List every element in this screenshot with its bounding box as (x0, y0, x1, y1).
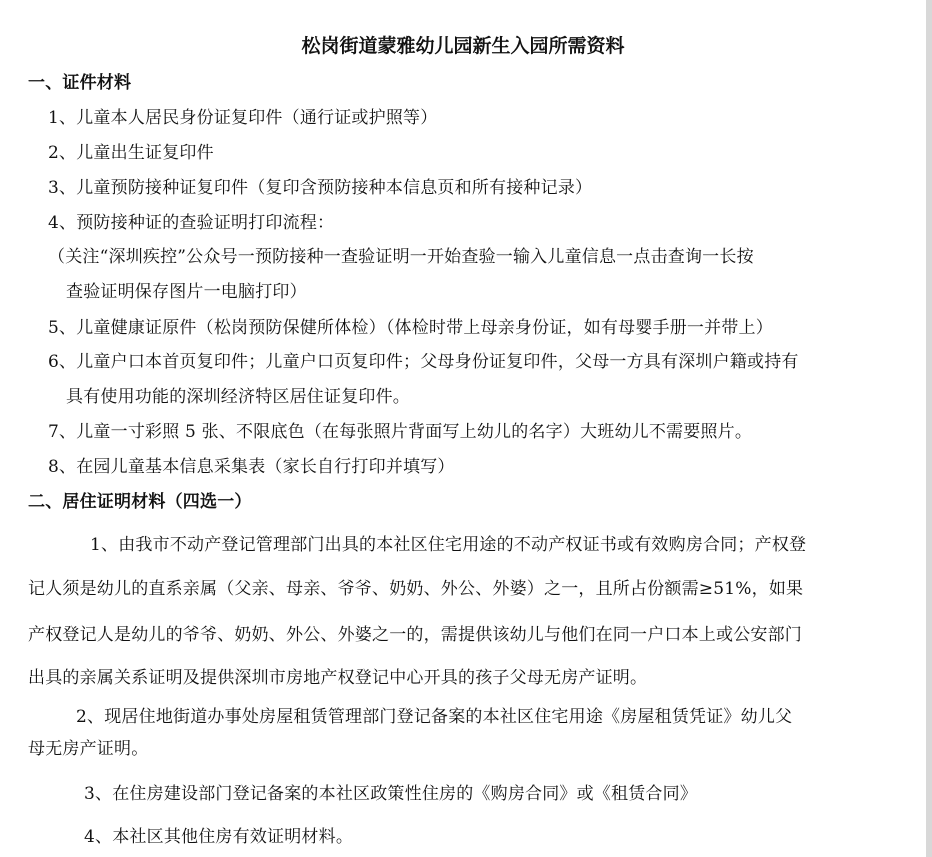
window-scroll-edge[interactable] (926, 0, 932, 857)
section-heading-certificates: 一、证件材料 (28, 73, 132, 93)
paragraph-line: 产权登记人是幼儿的爷爷、奶奶、外公、外婆之一的，需提供该幼儿与他们在同一户口本上或公安部门 (28, 625, 802, 645)
list-item-note-continued: 查验证明保存图片一电脑打印） (66, 282, 307, 302)
section-heading-residence: 二、居住证明材料（四选一） (28, 492, 252, 512)
list-item-note: （关注“深圳疾控”公众号一预防接种一查验证明一开始查验一输入儿童信息一点击查询一长按 (48, 247, 754, 267)
paragraph-line: 出具的亲属关系证明及提供深圳市房地产权登记中心开具的孩子父母无房产证明。 (28, 668, 648, 688)
paragraph-line: 母无房产证明。 (28, 739, 149, 759)
list-item: 5、儿童健康证原件（松岗预防保健所体检）（体检时带上母亲身份证，如有母婴手册一并带上） (48, 318, 773, 338)
list-item: 2、儿童出生证复印件 (48, 143, 214, 163)
list-item: 7、儿童一寸彩照 5 张、不限底色（在每张照片背面写上幼儿的名字）大班幼儿不需要照片。 (48, 422, 753, 442)
paragraph-line: 1、由我市不动产登记管理部门出具的本社区住宅用途的不动产权证书或有效购房合同；产权登 (90, 535, 807, 555)
paragraph-line: 2、现居住地街道办事处房屋租赁管理部门登记备案的本社区住宅用途《房屋租赁凭证》幼儿父 (76, 707, 793, 727)
list-item: 6、儿童户口本首页复印件；儿童户口页复印件；父母身份证复印件，父母一方具有深圳户籍或持有 (48, 352, 799, 372)
paragraph-line: 4、本社区其他住房有效证明材料。 (84, 827, 354, 847)
list-item: 1、儿童本人居民身份证复印件（通行证或护照等） (48, 108, 438, 128)
list-item: 4、预防接种证的查验证明打印流程： (48, 213, 335, 233)
document-title: 松岗街道蒙雅幼儿园新生入园所需资料 (301, 35, 625, 57)
list-item: 8、在园儿童基本信息采集表（家长自行打印并填写） (48, 457, 455, 477)
list-item: 3、儿童预防接种证复印件（复印含预防接种本信息页和所有接种记录） (48, 178, 593, 198)
paragraph-line: 记人须是幼儿的直系亲属（父亲、母亲、爷爷、奶奶、外公、外婆）之一，且所占份额需≥51%，如果 (28, 579, 804, 599)
list-item-continued: 具有使用功能的深圳经济特区居住证复印件。 (66, 387, 410, 407)
paragraph-line: 3、在住房建设部门登记备案的本社区政策性住房的《购房合同》或《租赁合同》 (84, 784, 698, 804)
